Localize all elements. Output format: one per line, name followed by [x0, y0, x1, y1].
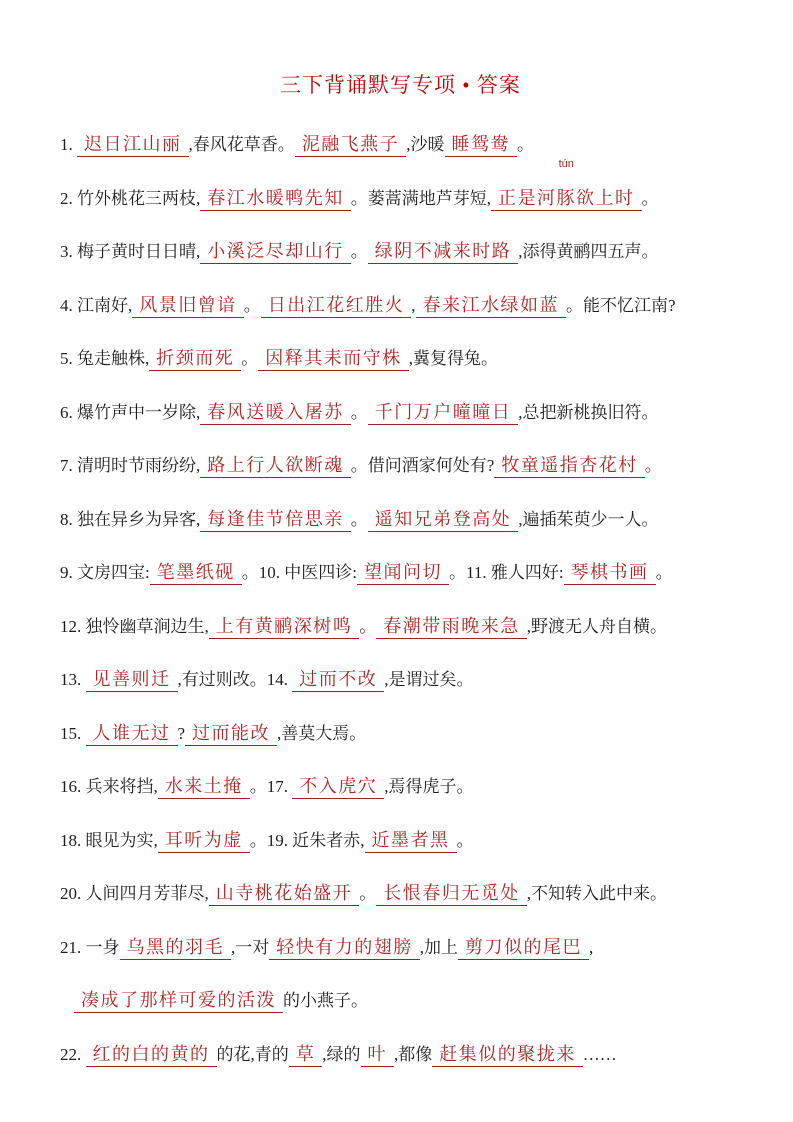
answer-blank: 过而能改: [185, 723, 277, 746]
question-text: 。: [350, 242, 368, 261]
answer-blank: 春来江水绿如蓝: [416, 295, 567, 318]
question-text: ,: [589, 937, 594, 957]
question-text: 。19. 近朱者赤,: [249, 830, 365, 850]
answer-blank: 琴棋书画: [564, 562, 656, 585]
worksheet-line: [60, 493, 741, 547]
question-text: 。蒌蒿满地芦芽短,: [350, 188, 491, 208]
answer-blank: 绿阴不减来时路: [368, 241, 519, 264]
page-title: 三下背诵默写专项 • 答案: [280, 73, 521, 97]
worksheet-line: [60, 814, 741, 868]
answer-blank: 春潮带雨晚来急: [376, 616, 527, 639]
question-text: ,焉得虎子。: [384, 777, 474, 796]
question-text: ,都像: [394, 1044, 433, 1064]
question-text: ,添得黄鹂四五声。: [518, 242, 659, 261]
answer-blank: 耳听为虚: [158, 830, 250, 853]
worksheet-line: [60, 118, 741, 172]
question-text: 7. 清明时节雨纷纷,: [60, 456, 201, 475]
answer-blank: 正是河豚 tún 欲上时: [491, 188, 642, 211]
answer-blank: 睡鸳鸯: [445, 134, 518, 157]
worksheet-line: [60, 921, 741, 975]
answer-blank: 乌黑的羽毛: [120, 937, 232, 960]
question-text: 。能不忆江南?: [566, 295, 676, 315]
worksheet-line: [60, 279, 741, 333]
question-text: ,野渡无人舟自横。: [526, 616, 667, 636]
question-text: 。: [359, 616, 377, 636]
pinyin-annotation: tún: [558, 157, 574, 170]
question-text: ,遍插茱萸少一人。: [518, 509, 659, 529]
question-text: 。10. 中医四诊:: [241, 563, 357, 582]
question-text: 的花,青的: [216, 1044, 289, 1064]
question-text: ……: [582, 1044, 617, 1064]
question-text: ,有过则改。14.: [177, 670, 293, 689]
worksheet-line: [60, 707, 741, 761]
question-text: 13.: [60, 670, 86, 689]
answer-blank: 折颈而死: [149, 348, 241, 371]
question-text: ,善莫大焉。: [277, 723, 367, 743]
question-text: ?: [177, 723, 186, 743]
worksheet-line: [60, 439, 741, 493]
answer-blank: 泥融飞燕子: [295, 134, 407, 157]
worksheet-line: [60, 867, 741, 921]
question-text: ,加上: [419, 937, 458, 957]
question-text: 的小燕子。: [283, 991, 368, 1010]
question-text: 6. 爆竹声中一岁除,: [60, 402, 201, 422]
question-text: ,一对: [231, 937, 270, 957]
worksheet-line: [60, 600, 741, 654]
answer-blank: 凑成了那样可爱的活泼: [74, 990, 283, 1013]
answer-blank: 见善则迁: [86, 669, 178, 692]
question-text: ,春风花草香。: [188, 135, 295, 154]
question-text: 8. 独在异乡为异客,: [60, 509, 201, 529]
worksheet-line: [60, 974, 741, 1028]
worksheet-line: [60, 332, 741, 386]
answer-blank: 迟日江山丽: [77, 134, 189, 157]
answer-blank: 望闻问切: [357, 562, 449, 585]
answer-blank: 小溪泛尽却山行: [200, 241, 351, 264]
question-text: 21. 一身: [60, 937, 120, 957]
question-text: ,绿的: [322, 1044, 361, 1064]
worksheet-line: [60, 653, 741, 707]
answer-blank: 叶: [361, 1044, 395, 1067]
worksheet-line: [60, 760, 741, 814]
question-text: 5. 兔走触株,: [60, 349, 150, 368]
question-text: 9. 文房四宝:: [60, 563, 150, 582]
question-text: 1.: [60, 135, 77, 154]
question-text: ,总把新桃换旧符。: [518, 402, 659, 422]
worksheet-line: [60, 546, 741, 600]
answer-blank: 水来土掩: [158, 776, 250, 799]
answer-blank: 日出江花红胜火: [261, 295, 412, 318]
question-text: 3. 梅子黄时日日晴,: [60, 242, 201, 261]
answer-blank: 山寺桃花始盛开: [209, 883, 360, 906]
question-text: ,是谓过矣。: [384, 670, 474, 689]
answer-blank: 牧童遥指杏花村: [494, 455, 645, 478]
answer-blank: 赶集似的聚拢来: [432, 1044, 583, 1067]
question-text: 。: [517, 135, 534, 154]
question-text: 。17.: [249, 777, 293, 796]
question-text: 15.: [60, 723, 86, 743]
answer-blank: 笔墨纸砚: [150, 562, 242, 585]
worksheet-line: [60, 386, 741, 440]
question-text: 12. 独怜幽草涧边生,: [60, 616, 209, 636]
character-with-pinyin: 豚 tún: [556, 157, 576, 208]
answer-blank: 剪刀似的尾巴: [458, 937, 589, 960]
question-text: 20. 人间四月芳菲尽,: [60, 884, 209, 903]
question-text: 。: [359, 884, 377, 903]
answer-blank: 春风送暖入屠苏: [200, 402, 351, 425]
question-text: 22.: [60, 1044, 86, 1064]
answer-blank: 红的白的黄的: [86, 1044, 217, 1067]
answer-blank: 因释其耒而守株: [258, 348, 409, 371]
answer-blank: 过而不改: [292, 669, 384, 692]
answer-blank: 风景旧曾谙: [132, 295, 244, 318]
answer-blank: 人谁无过: [86, 723, 178, 746]
answer-blank: 路上行人欲断魂: [200, 455, 351, 478]
answer-blank: 上有黄鹂深树鸣: [209, 616, 360, 639]
answer-blank: 每逢佳节倍思亲: [200, 509, 351, 532]
question-text: 。: [350, 509, 368, 529]
question-text: 2. 竹外桃花三两枝,: [60, 188, 201, 208]
question-text: 。: [655, 563, 673, 582]
question-text: 。: [243, 295, 261, 315]
question-text: ,不知转入此中来。: [526, 884, 667, 903]
worksheet-line: [60, 225, 741, 279]
answer-blank: 千门万户曈曈日: [368, 402, 519, 425]
question-text: 。: [350, 402, 368, 422]
question-text: 。: [641, 188, 659, 208]
question-text: ,沙暖: [406, 135, 445, 154]
question-text: 16. 兵来将挡,: [60, 777, 158, 796]
answer-blank: 不入虎穴: [292, 776, 384, 799]
worksheet-line: [60, 157, 741, 226]
answer-blank: 草: [289, 1044, 323, 1067]
answer-blank: 春江水暖鸭先知: [200, 188, 351, 211]
answer-blank: 轻快有力的翅膀: [269, 937, 420, 960]
answer-blank: 近墨者黑: [365, 830, 457, 853]
question-text: 。: [456, 830, 474, 850]
answer-blank: 遥知兄弟登高处: [368, 509, 519, 532]
question-text: 4. 江南好,: [60, 295, 133, 315]
answer-blank: 长恨春归无觅处: [376, 883, 527, 906]
question-text: 。借问酒家何处有?: [350, 456, 495, 475]
question-text: 18. 眼见为实,: [60, 830, 158, 850]
question-text: 。: [241, 349, 259, 368]
question-text: ,: [411, 295, 416, 315]
worksheet-line: [60, 1028, 741, 1082]
question-text: ,冀复得兔。: [408, 349, 498, 368]
answers-list: [60, 118, 741, 1081]
question-text: 。: [644, 456, 662, 475]
question-text: 。11. 雅人四好:: [448, 563, 564, 582]
